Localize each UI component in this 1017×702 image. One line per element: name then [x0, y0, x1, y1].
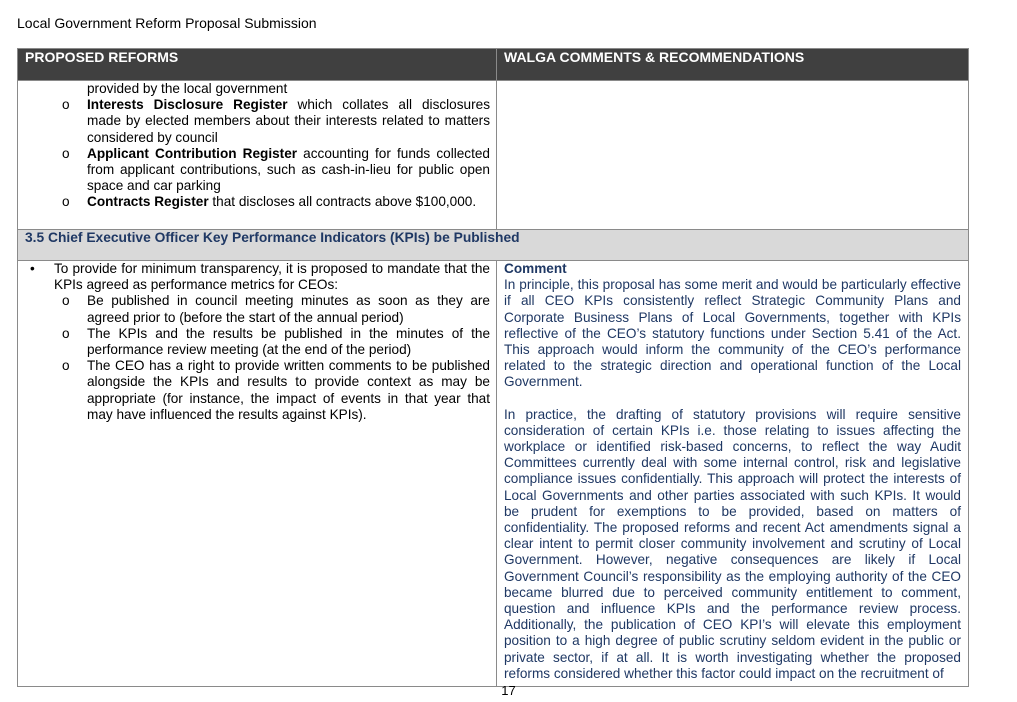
item-text: accounting for funds collected from applicant contributions, such as cash-in-lieu for public open space and car parking — [87, 145, 490, 194]
sub-bullet-marker: o — [62, 194, 70, 210]
bullet-text: To provide for minimum transparency, it is proposed to mandate that the KPIs agreed as performance metrics for CEOs: — [54, 261, 490, 293]
continuation-text: provided by the local government — [87, 81, 288, 96]
document-title: Local Government Reform Proposal Submission — [17, 15, 317, 31]
list-item — [24, 358, 490, 423]
comment-paragraph: In principle, this proposal has some merit and would be particularly effective if all CEO KPIs consistently reflect Strategic Community Plans and Corporate Business Plans of Local Governments, together with KPIs reflective of the CEO’s statutory functions under Section 5.41 of the Act. This approach would inform the community of the CEO’s performance related to the strategic direction and operational function of the Local Government. — [504, 277, 961, 390]
proposed-reforms-cell — [18, 81, 497, 230]
table-row — [18, 261, 969, 687]
bullet-marker: • — [30, 261, 35, 276]
header-walga-comments: WALGA COMMENTS & RECOMMENDATIONS — [497, 49, 969, 81]
comment-heading: Comment — [504, 261, 567, 276]
paragraph-spacer — [504, 391, 961, 407]
list-item — [24, 194, 490, 210]
sub-bullet-marker: o — [62, 97, 70, 113]
header-proposed-reforms: PROPOSED REFORMS — [18, 49, 497, 81]
item-text: Be published in council meeting minutes as soon as they are agreed prior to (before the start of the annual period) — [87, 293, 490, 325]
item-title: Applicant Contribution Register — [87, 145, 298, 161]
item-title: Interests Disclosure Register — [87, 97, 288, 113]
section-row — [18, 230, 969, 261]
list-item — [24, 146, 490, 195]
comment-paragraph: In practice, the drafting of statutory provisions will require sensitive consideration of certain KPIs i.e. those relating to issues affecting the workplace or identified risk-based concerns, to reflect the way Audit Committees currently deal with some internal control, risk and legislative compliance issues confidentially. This approach will protect the interests of Local Governments and other parties associated with such KPIs. It would be prudent for exemptions to be provided, based on matters of confidentiality. The proposed reforms and recent Act amendments signal a clear intent to permit closer community involvement and scrutiny of Local Government. However, negative consequences are likely if Local Government Council’s responsibility as the employing authority of the CEO became blurred due to perceived community entitlement to comment, question and influence KPIs and the performance review process. Additionally, the publication of CEO KPI’s will elevate this employment position to a high degree of public scrutiny seldom evident in the public or private sector, if at all. It is worth investigating whether the proposed reforms considered whether this factor could impact on the recruitment of — [504, 406, 961, 681]
list-item — [24, 97, 490, 146]
table-row — [18, 81, 969, 230]
list-item — [24, 326, 490, 358]
sub-bullet-marker: o — [62, 358, 70, 374]
item-text: The KPIs and the results be published in the minutes of the performance review meeting (at the end of the period) — [87, 325, 490, 358]
sub-bullet-marker: o — [62, 325, 70, 341]
proposed-reforms-cell — [18, 261, 497, 687]
walga-comments-cell — [497, 261, 969, 687]
item-text: which collates all disclosures made by elected members about their interests related to matters considered by council — [87, 97, 490, 145]
item-title: Contracts Register — [87, 194, 209, 210]
bullet-item — [24, 261, 490, 293]
walga-comments-cell — [497, 81, 969, 230]
reform-table — [17, 48, 969, 687]
page-number: 17 — [501, 683, 516, 698]
item-text: The CEO has a right to provide written comments to be published alongside the KPIs and results to provide context as may be appropriate (for instance, the impact of events in that year that may have influenced the results against KPIs). — [87, 358, 490, 422]
sub-bullet-marker: o — [62, 145, 70, 161]
sub-bullet-marker: o — [62, 293, 70, 309]
list-item — [24, 293, 490, 325]
table-header-row — [18, 49, 969, 81]
section-title: 3.5 Chief Executive Officer Key Performance Indicators (KPIs) be Published — [18, 230, 969, 261]
item-text: that discloses all contracts above $100,000. — [208, 194, 477, 210]
